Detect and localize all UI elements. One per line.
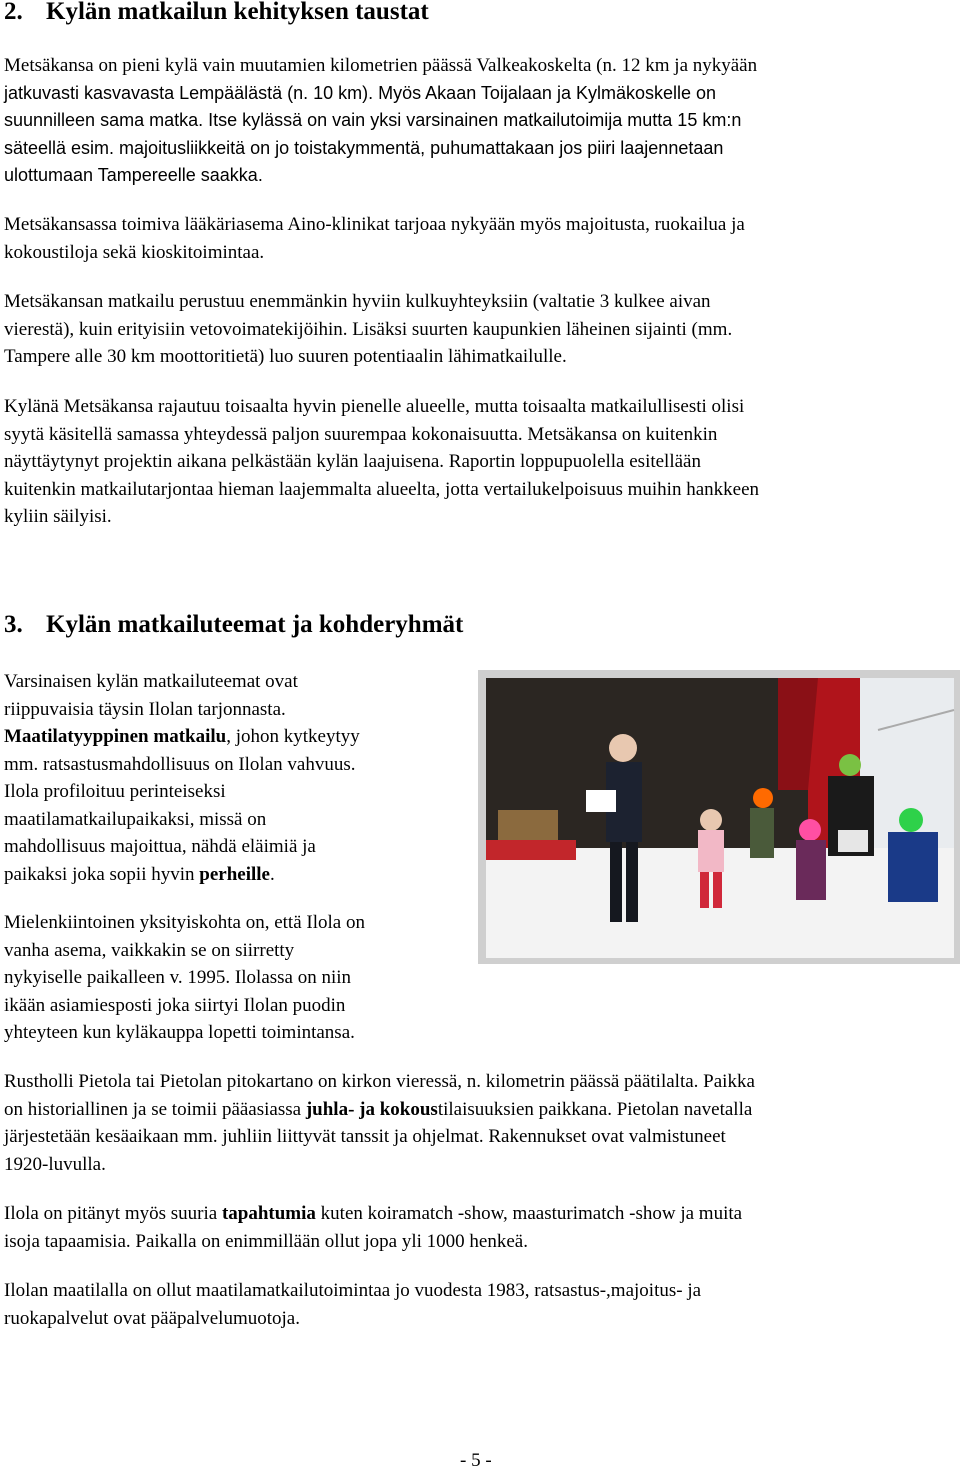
section-3-title: Kylän matkailuteemat ja kohderyhmät (46, 611, 464, 638)
section-2-heading (4, 0, 429, 26)
photo-illustration (478, 670, 960, 964)
section-2-title: Kylän matkailun kehityksen taustat (46, 0, 429, 25)
paragraph-2-3: Metsäkansan matkailu perustuu enemmänkin hyviin kulkuyhteyksiin (valtatie 3 kulkee aivan vierestä), kuin erityisiin vetovoimatekijöihin. Lisäksi suurten kaupunkien läheinen sijainti (mm. Tampere alle 30 km moottoritietä) luo suuren potentiaalin lähimatkailulle. (4, 291, 733, 367)
section-2-number: 2. (4, 0, 23, 25)
paragraph-2-4: Kylänä Metsäkansa rajautuu toisaalta hyvin pienelle alueelle, mutta toisaalta matkailullisesti olisi syytä käsitellä samassa yhteydessä paljon suurempaa kokonaisuutta. Metsäkansa on kuitenkin näyttäytynyt projektin aikana pelkästään kylän laajuisena. Raportin loppupuolella esitellään kuitenkin matkailutarjontaa hieman laajemmalta alueelta, jotta vertailukelpoisuus muihin hankkeen kyliin säilyisi. (4, 396, 760, 527)
paragraph-2-1: Metsäkansa on pieni kylä vain muutamien kilometrien päässä Valkeakoskelta (n. 12 km ja nykyään jatkuvasti kasvavasta Lempäälästä (n. 10 km). Myös Akaan Toijalaan ja Kylmäkoskelle on suunnilleen sama matka. Itse kylässä on vain yksi varsinainen matkailutoimija mutta 15 km:n säteellä esim. majoitusliikkeitä on jo toistakymmentä, puhumattakaan jos piiri laajennetaan ulottumaan Tampereelle saakka. (4, 55, 758, 185)
paragraph-3-2: Mielenkiintoinen yksityiskohta on, että Ilola on vanha asema, vaikkakin se on siirretty nykyiselle paikalleen v. 1995. Ilolassa on niin ikään asiamiesposti joka siirtyi Ilolan puodin yhteyteen kun kyläkauppa lopetti toimintansa. (4, 912, 365, 1043)
section-3-number: 3. (4, 611, 23, 638)
paragraph-3-4: Ilola on pitänyt myös suuria tapahtumia kuten koiramatch -show, maasturimatch -show ja muita isoja tapaamisia. Paikalla on enimmillään ollut jopa yli 1000 henkeä. (4, 1203, 743, 1252)
paragraph-2-2: Metsäkansassa toimiva lääkäriasema Aino-klinikat tarjoaa nykyään myös majoitusta, ruokailua ja kokoustiloja sekä kioskitoimintaa. (4, 214, 745, 263)
paragraph-3-1: Varsinaisen kylän matkailuteemat ovat riippuvaisia täysin Ilolan tarjonnasta. Maatilatyyppinen matkailu, johon kytkeytyy mm. ratsastusmahdollisuus on Ilolan vahvuus. Ilola profiloituu perinteiseksi maatilamatkailupaikaksi, missä on mahdollisuus majoittua, nähdä eläimiä ja paikaksi joka sopii hyvin perheille. (4, 671, 360, 885)
section-3-heading (4, 611, 463, 639)
paragraph-3-3: Rustholli Pietola tai Pietolan pitokartano on kirkon vieressä, n. kilometrin päässä päätilalta. Paikka on historiallinen ja se toimii pääasiassa juhla- ja kokoustilaisuuksien paikkana. Pietolan navetalla järjestetään kesäaikaan mm. juhliin liittyvät tanssit ja ohjelmat. Rakennukset ovat valmistuneet 1920-luvulla. (4, 1071, 755, 1175)
page-number: - 5 - (460, 1450, 492, 1471)
paragraph-3-5: Ilolan maatilalla on ollut maatilamatkailutoimintaa jo vuodesta 1983, ratsastus-,majoitus- ja ruokapalvelut ovat pääpalvelumuotoja. (4, 1280, 702, 1329)
photo-winter-event-icon (478, 670, 960, 964)
